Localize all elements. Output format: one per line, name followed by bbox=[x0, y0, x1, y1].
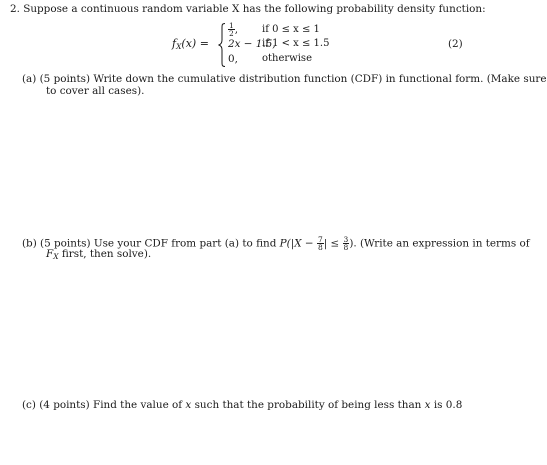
part-b-line-2 bbox=[46, 248, 151, 263]
part-b-frac1-denominator: 8 bbox=[317, 243, 323, 252]
case-1-condition: if 0 ≤ x ≤ 1 bbox=[262, 24, 320, 35]
part-b-expr-start: P(|X − bbox=[279, 237, 317, 250]
equation-number: (2) bbox=[448, 38, 463, 50]
part-b-cdf-func: F bbox=[46, 248, 54, 260]
case-2-condition: if 1 < x ≤ 1.5 bbox=[262, 38, 330, 49]
part-b-frac1-numerator: 7 bbox=[317, 235, 323, 244]
pdf-formula bbox=[172, 22, 372, 68]
pdf-func-name: f bbox=[172, 37, 177, 50]
part-b-expr-end: ). bbox=[349, 237, 357, 250]
part-c-line-1 bbox=[22, 399, 462, 412]
part-c-var-2: x bbox=[424, 399, 431, 411]
part-b-cdf-subscript: X bbox=[53, 252, 59, 261]
part-b-fraction-1 bbox=[317, 236, 324, 251]
case-1-denominator: 2 bbox=[229, 29, 234, 38]
case-3-condition: otherwise bbox=[262, 53, 312, 64]
part-b-expr-mid: | ≤ bbox=[323, 237, 343, 250]
case-2-value: 2x − 1.5, bbox=[228, 38, 276, 50]
pdf-func-subscript: X bbox=[176, 42, 182, 51]
part-c-prefix: (c) (4 points) Find the value of bbox=[22, 399, 186, 411]
pdf-lhs bbox=[172, 37, 209, 51]
part-b-frac2-denominator: 8 bbox=[343, 243, 349, 252]
part-c-var-1: x bbox=[185, 399, 192, 411]
part-a-line-2: to cover all cases). bbox=[46, 85, 145, 97]
part-b-frac2-numerator: 3 bbox=[343, 235, 349, 244]
case-1-comma: , bbox=[234, 23, 239, 36]
part-c-suffix: is 0.8 bbox=[430, 399, 463, 411]
part-b-suffix: (Write an expression in terms of bbox=[356, 237, 530, 250]
part-a-line-1: (a) (5 points) Write down the cumulative distribution function (CDF) in functional form. (Make sure bbox=[22, 73, 547, 85]
part-b-prefix: (b) (5 points) Use your CDF from part (a) to find bbox=[22, 237, 280, 250]
case-1-value bbox=[228, 22, 238, 37]
left-brace-icon bbox=[218, 23, 226, 67]
case-3-value: 0, bbox=[228, 53, 238, 65]
case-1-fraction bbox=[228, 22, 235, 37]
part-b-line-2-rest: first, then solve). bbox=[58, 248, 152, 260]
case-1-numerator: 1 bbox=[229, 21, 234, 30]
pdf-func-arg: (x) = bbox=[181, 37, 209, 50]
part-c-middle: such that the probability of being less than bbox=[191, 399, 425, 411]
question-intro: 2. Suppose a continuous random variable X has the following probability density function: bbox=[10, 3, 486, 15]
